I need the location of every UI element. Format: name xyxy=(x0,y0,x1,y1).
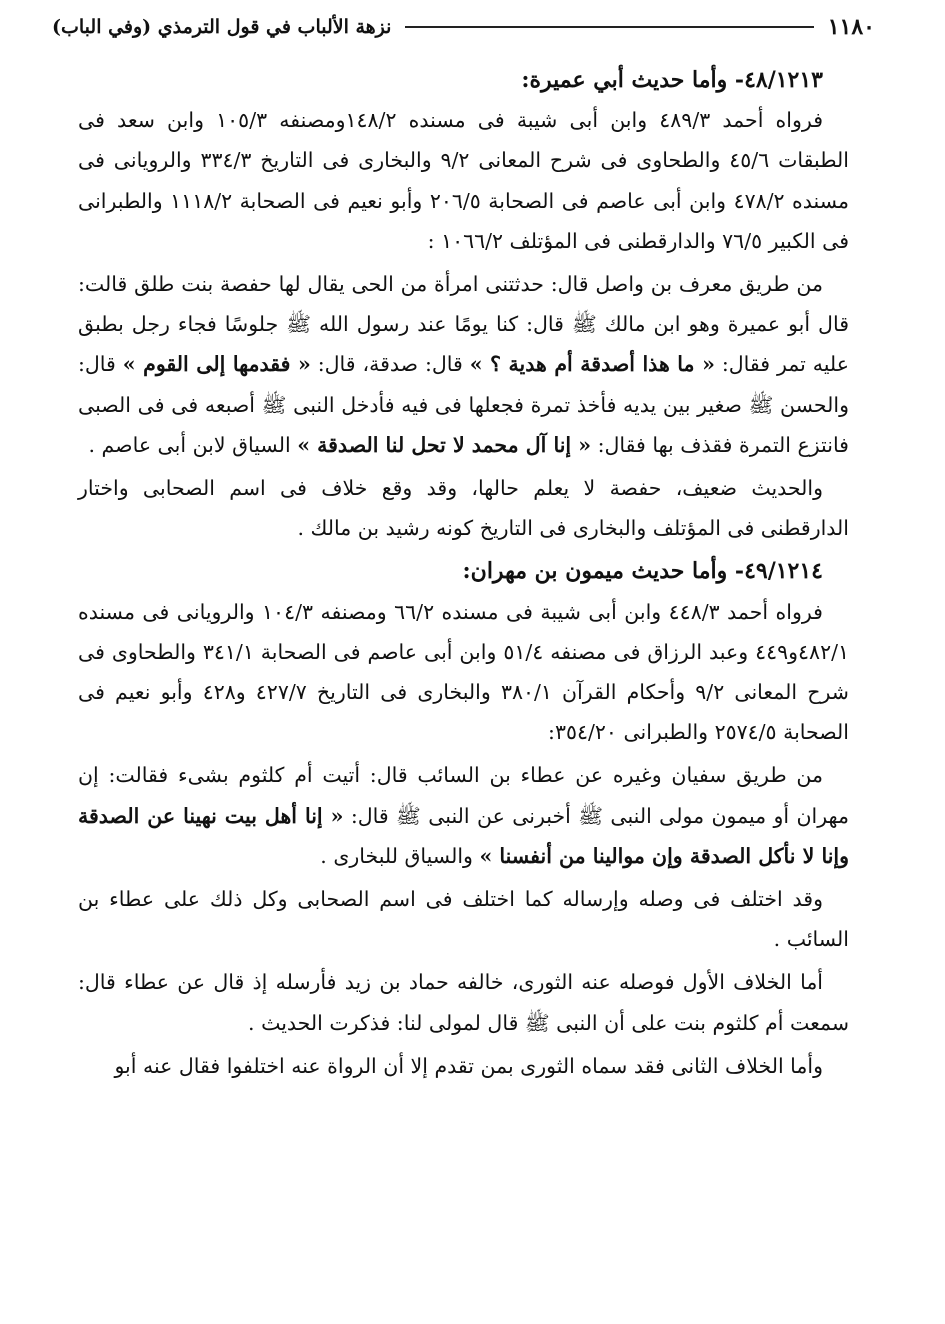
narration-text: قال: والحسن ﷺ صغير بين يديه فأخذ تمرة فجعلها فى فيه فأدخل النبى ﷺ أصبعه فى فى الصبى فانتزع التمرة فقذف بها فقال: xyxy=(78,352,849,457)
prophetic-quote: « إنا أهل بيت نهينا عن الصدقة وإنا لا نأكل الصدقة وإن موالينا من أنفسنا » xyxy=(78,803,849,868)
commentary-paragraph: أما الخلاف الأول فوصله عنه الثورى، خالفه حماد بن زيد فأرسله إذ قال عن عطاء قال: سمعت أم كلثوم بنت على أن النبى ﷺ قال لمولى لنا: فذكرت الحديث . xyxy=(78,970,849,1035)
page-header xyxy=(52,12,875,42)
prophetic-quote: « إنا آل محمد لا تحل لنا الصدقة » xyxy=(297,432,592,457)
takhrij-paragraph: فرواه أحمد ٤٤٨/٣ وابن أبى شيبة فى مسنده ٦٦/٢ ومصنفه ١٠٤/٣ والرويانى فى مسنده ٤٨٢/١و٤٤٩ وعبد الرزاق فى مصنفه ٥١/٤ وابن أبى عاصم فى الصحابة ٣٤١/١ والطحاوى فى شرح المعانى ٩/٢ وأحكام القرآن ٣٨٠/١ والبخارى فى التاريخ ٤٢٧/٧ و٤٢٨ وأبو نعيم فى الصحابة ٢٥٧٤/٥ والطبرانى ٣٥٤/٢٠: xyxy=(78,599,849,745)
prophetic-quote: « ما هذا أصدقة أم هدية ؟ » xyxy=(469,352,715,377)
narration-text: قال: صدقة، قال: xyxy=(317,352,463,377)
page-body xyxy=(78,60,849,1089)
hadith-text-paragraph xyxy=(78,755,849,876)
prophetic-quote: « فقدمها إلى القوم » xyxy=(122,352,311,377)
commentary-paragraph: وأما الخلاف الثانى فقد سماه الثورى بمن تقدم إلا أن الرواة عنه اختلفوا فقال عنه أبو xyxy=(114,1053,823,1078)
narration-text: السياق لابن أبى عاصم . xyxy=(88,432,291,457)
commentary-paragraph: وقد اختلف فى وصله وإرساله كما اختلف فى اسم الصحابى وكل ذلك على عطاء بن السائب . xyxy=(78,887,849,952)
narration-text: من طريق معرف بن واصل قال: حدثتنى امرأة من الحى يقال لها حفصة بنت طلق قالت: قال أبو عميرة وهو ابن مالك ﷺ قال: كنا يومًا عند رسول الله ﷺ جلوسًا فجاء رجل بطبق عليه تمر فقال: xyxy=(78,272,849,377)
header-rule xyxy=(405,26,813,28)
grading-paragraph: والحديث ضعيف، حفصة لا يعلم حالها، وقد وقع خلاف فى اسم الصحابى واختار الدارقطنى فى المؤتلف والبخارى فى التاريخ كونه رشيد بن مالك . xyxy=(78,476,849,541)
running-title: نزهة الألباب في قول الترمذي (وفي الباب) xyxy=(52,16,392,38)
narration-text: والسياق للبخارى . xyxy=(320,843,473,868)
takhrij-paragraph: فرواه أحمد ٤٨٩/٣ وابن أبى شيبة فى مسنده ١٤٨/٢ومصنفه ١٠٥/٣ وابن سعد فى الطبقات ٤٥/٦ والطحاوى فى شرح المعانى ٩/٢ والبخارى فى التاريخ ٣٣٤/٣ والرويانى فى مسنده ٤٧٨/٢ وابن أبى عاصم فى الصحابة ٢٠٦/٥ وأبو نعيم فى الصحابة ١١١٨/٢ والطبرانى فى الكبير ٧٦/٥ والدارقطنى فى المؤتلف ١٠٦٦/٢ : xyxy=(78,108,849,253)
hadith-text-paragraph xyxy=(78,264,849,465)
section-heading-1213: ٤٨/١٢١٣- وأما حديث أبي عميرة: xyxy=(521,67,823,93)
narration-text: من طريق سفيان وغيره عن عطاء بن السائب قال: أتيت أم كلثوم بشىء فقالت: إن مهران أو ميمون مولى النبى ﷺ أخبرنى عن النبى ﷺ قال: xyxy=(78,763,849,828)
section-heading-1214: ٤٩/١٢١٤- وأما حديث ميمون بن مهران: xyxy=(462,558,823,585)
page-number: ١١٨٠ xyxy=(827,14,875,40)
